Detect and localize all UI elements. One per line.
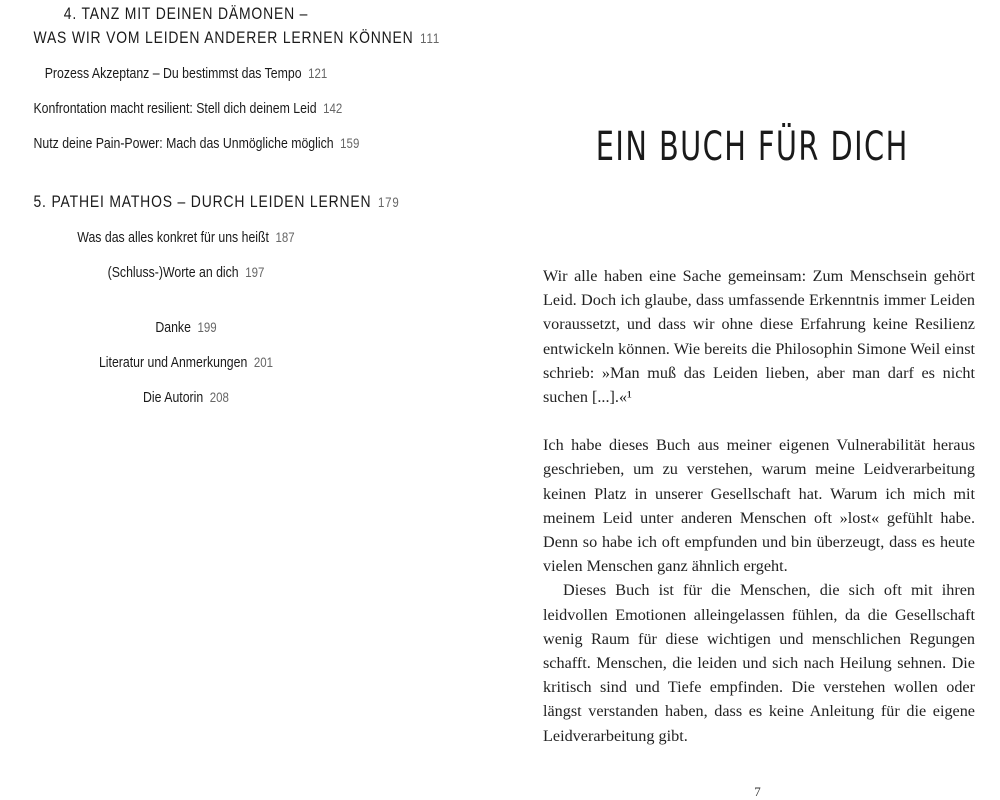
toc-page-number: 187: [275, 229, 295, 245]
toc-page-number: 179: [377, 194, 400, 210]
toc-page-number: 197: [245, 264, 265, 280]
toc-entry: [33, 135, 360, 152]
toc-entry: [33, 65, 338, 82]
paragraph: Dieses Buch ist für die Menschen, die sich oft mit ihren leidvollen Emotionen alleingelassen fühlen, da die Gesellschaft wenig Raum für diese wichtigen und menschlichen Regungen schafft. Menschen, die leiden und sich nach Heilung sehnen. Die kritisch sind und Tiefe empfinden. Die verstehen wollen oder längst verstanden haben, dass es keine Anleitung für die eigene Leidverarbeitung gibt.: [543, 581, 975, 745]
toc-entry: [33, 229, 338, 246]
right-page: [500, 0, 1000, 800]
toc-chapter-4-line-2: [33, 28, 441, 48]
toc-page-number: 121: [308, 65, 328, 81]
paragraph: Wir alle haben eine Sache gemeinsam: Zum Menschsein gehört Leid. Doch ich glaube, dass umfassende Erkenntnis immer Leiden voraussetzt, und dass wir ohne diese Erfahrung keine Resilienz entwickeln können. Wie bereits die Philosophin Simone Weil einst schrieb: »Man muß das Leiden lieben, aber man darf es nicht suchen [...].«¹: [543, 267, 975, 407]
toc-entry-label: Konfrontation macht resilient: Stell dich deinem Leid: [33, 100, 317, 117]
toc-chapter-4-title-part2: WAS WIR VOM LEIDEN ANDERER LERNEN KÖNNEN: [33, 28, 414, 47]
toc-chapter-5-title: 5. PATHEI MATHOS – DURCH LEIDEN LERNEN: [33, 192, 372, 211]
toc-chapter-4-line-1: [33, 4, 338, 24]
toc-entry-label: Die Autorin: [143, 389, 204, 406]
toc-entry-label: Nutz deine Pain-Power: Mach das Unmögliche möglich: [33, 135, 334, 152]
toc-entry-label: Was das alles konkret für uns heißt: [77, 229, 269, 246]
toc-page-number: 159: [340, 135, 360, 151]
toc-entry-label: Danke: [155, 319, 191, 336]
toc-entry-label: Literatur und Anmerkungen: [98, 354, 248, 371]
toc-chapter-4-title-part1: 4. TANZ MIT DEINEN DÄMONEN –: [63, 4, 309, 23]
toc-chapter-5: [33, 192, 400, 212]
paragraph: Ich habe dieses Buch aus meiner eigenen Vulnerabilität heraus geschrieben, um zu verstehen, warum meine Leidverarbeitung keinen Platz in unserer Gesellschaft hat. Warum ich mich mit meinem Leid unter anderen Menschen oft »lost« gefühlt habe. Denn so habe ich oft empfunden und bin überzeugt, dass es heute vielen Menschen ganz ähnlich ergeht.: [543, 436, 975, 576]
toc-page-number: 201: [253, 354, 274, 370]
toc-entry: [33, 389, 338, 406]
toc-entry: [33, 319, 338, 336]
toc-page-number: 142: [323, 100, 343, 116]
page-number: 7: [754, 784, 761, 799]
toc-page-number: 208: [209, 389, 229, 405]
toc-entry-label: (Schluss-)Worte an dich: [107, 264, 239, 281]
toc-page-number: 111: [420, 30, 441, 46]
toc-entry-label: Prozess Akzeptanz – Du bestimmst das Tempo: [44, 65, 302, 82]
body-text: [543, 264, 975, 748]
chapter-heading: EIN BUCH FÜR DICH: [595, 124, 909, 170]
toc-entry: [33, 354, 338, 371]
toc-page-number: 199: [197, 319, 217, 335]
toc-entry: [33, 264, 338, 281]
toc-entry: [33, 100, 343, 117]
